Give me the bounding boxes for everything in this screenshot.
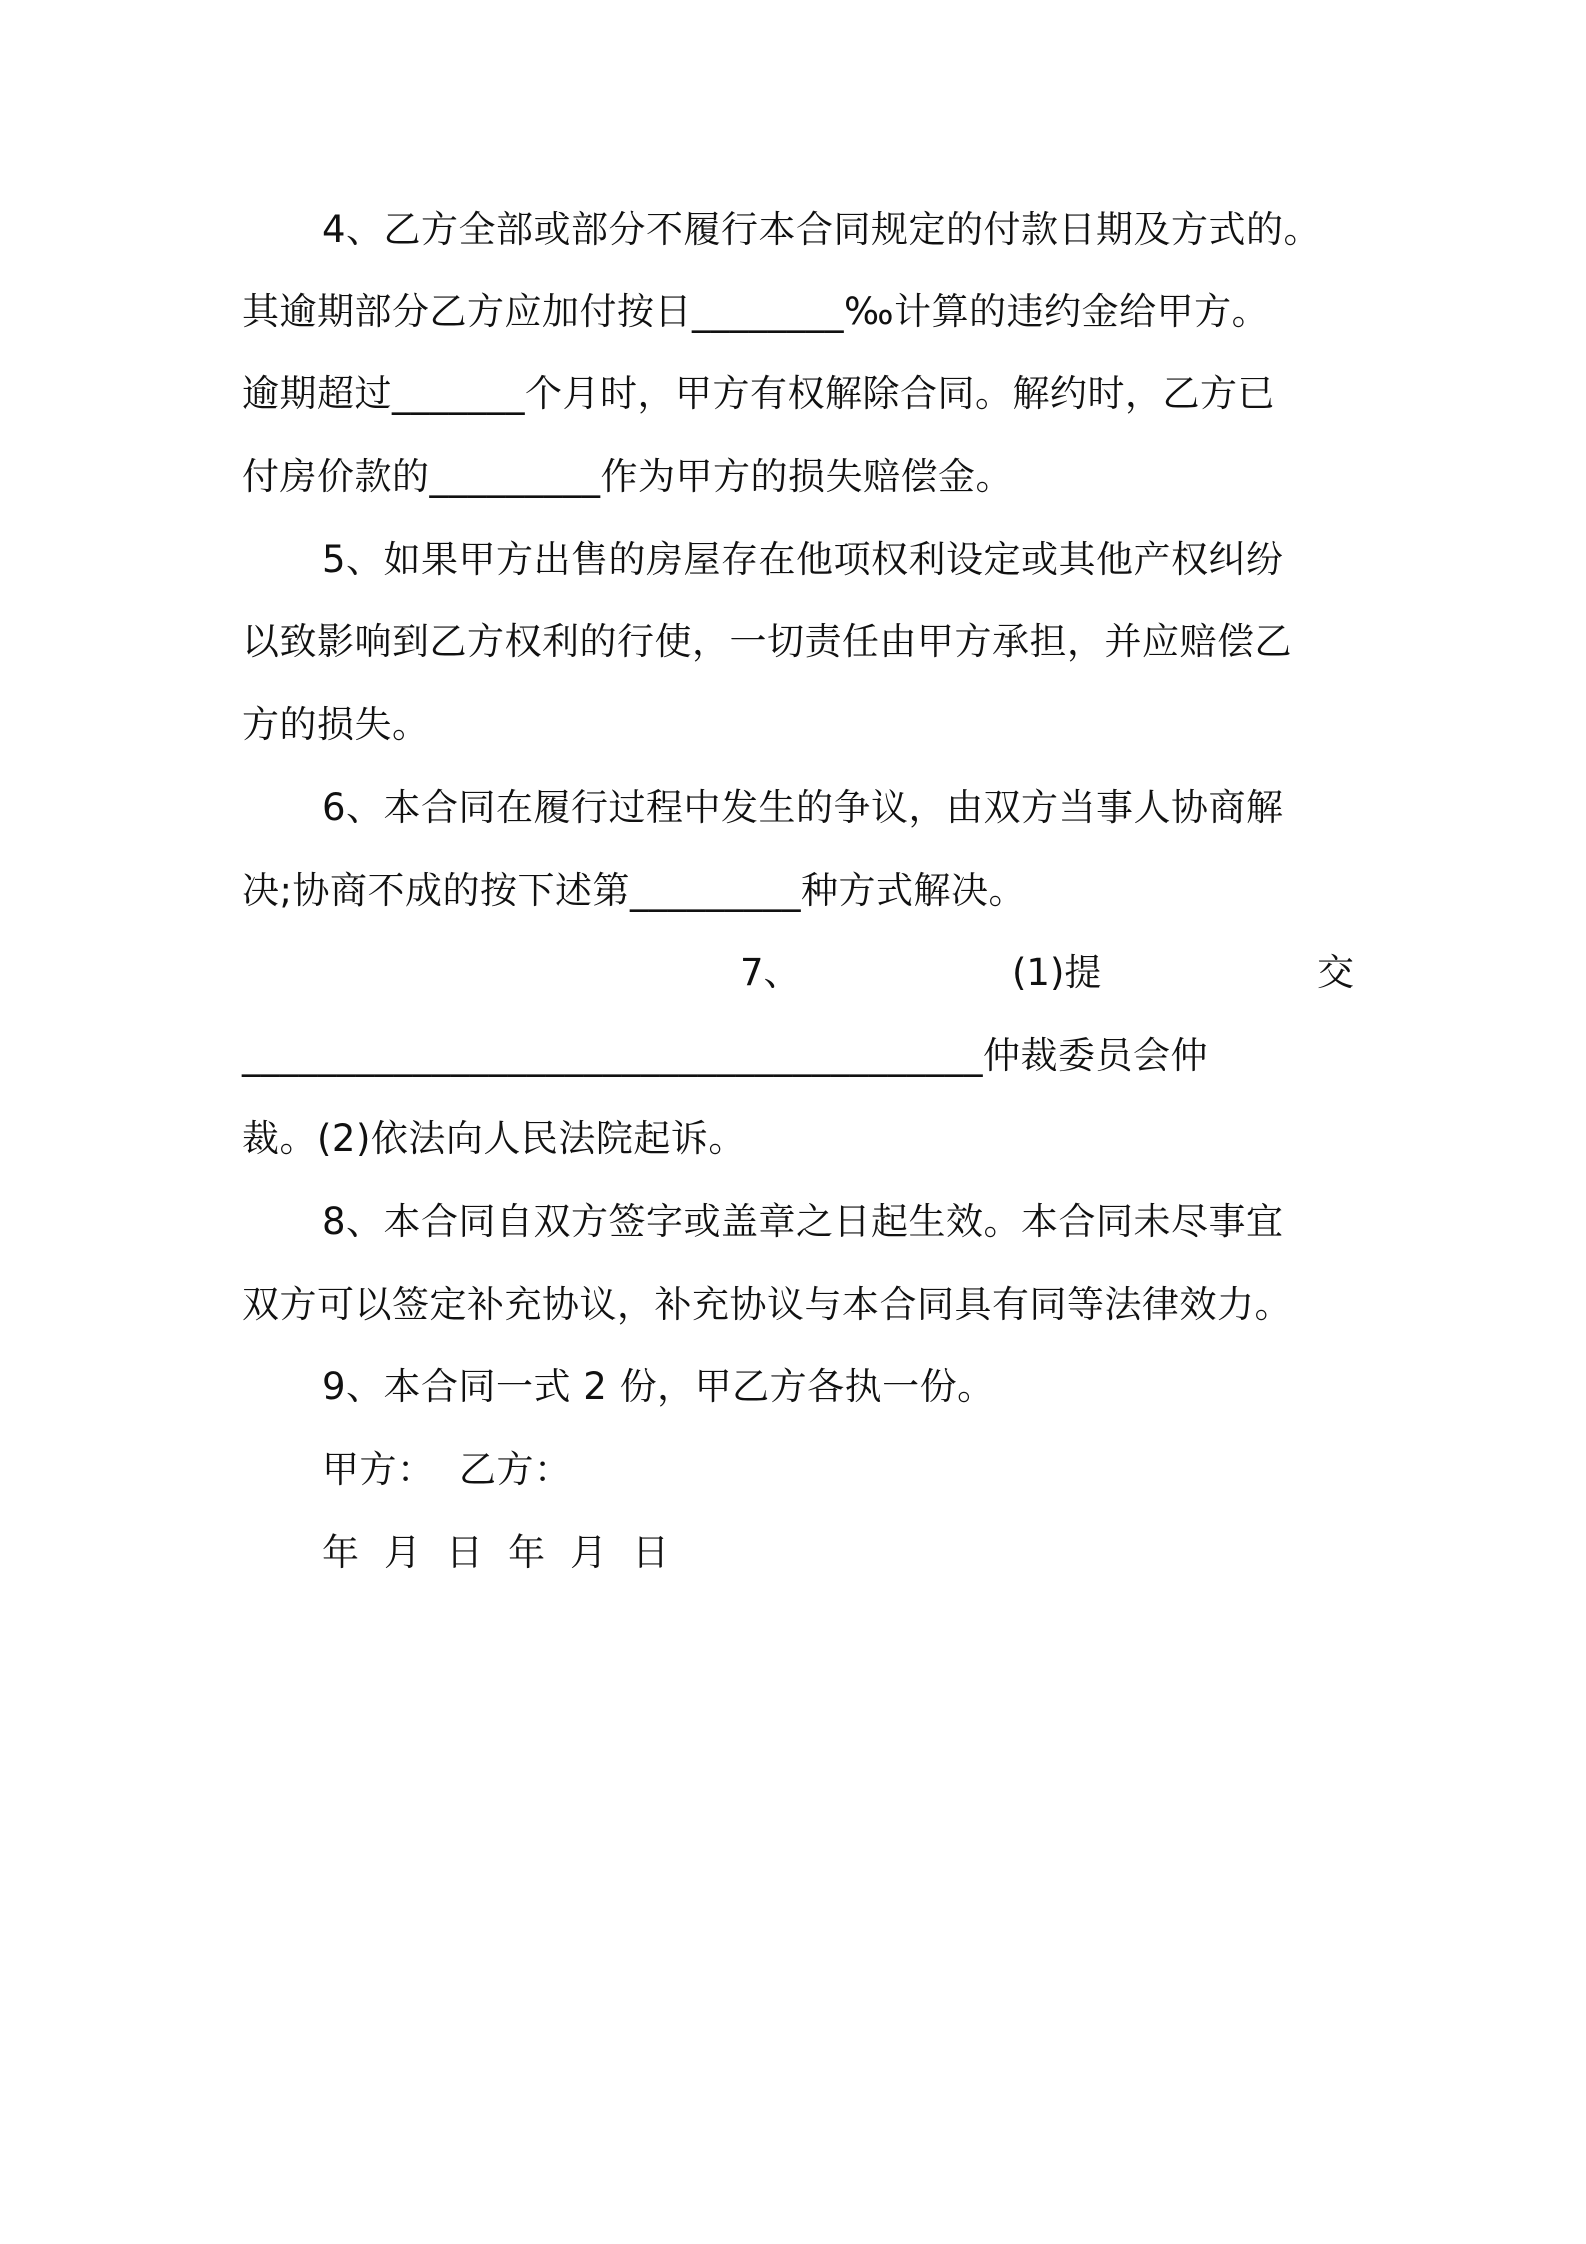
paragraph-8-line-1: 8、本合同自双方签字或盖章之日起生效。本合同未尽事宜: [322, 1200, 1284, 1243]
paragraph-5-line-2: 以致影响到乙方权利的行使，一切责任由甲方承担，并应赔偿乙: [242, 620, 1292, 663]
signature-parties: 甲方： 乙方：: [322, 1448, 572, 1491]
paragraph-7-line-3: 裁。(2)依法向人民法院起诉。: [242, 1117, 746, 1160]
paragraph-8-line-2: 双方可以签定补充协议，补充协议与本合同具有同等法律效力。: [242, 1283, 1292, 1326]
paragraph-6-line-2: 决;协商不成的按下述第_________种方式解决。: [242, 869, 1026, 912]
item-7-tail: 交: [1317, 951, 1354, 994]
paragraph-7-line-2: _______________________________________仲裁委员会仲: [242, 1034, 1208, 1077]
paragraph-6-line-1: 6、本合同在履行过程中发生的争议，由双方当事人协商解: [322, 786, 1284, 829]
paragraph-4-line-1: 4、乙方全部或部分不履行本合同规定的付款日期及方式的。: [322, 208, 1322, 251]
paragraph-5-line-3: 方的损失。: [242, 703, 430, 746]
signature-dates: 年 月 日 年 月 日: [322, 1531, 670, 1574]
item-7-option-1: (1)提: [1012, 951, 1102, 994]
item-7-number: 7、: [740, 951, 801, 994]
paragraph-4-line-4: 付房价款的_________作为甲方的损失赔偿金。: [242, 455, 1013, 498]
paragraph-4-line-2: 其逾期部分乙方应加付按日________‰计算的违约金给甲方。: [242, 290, 1270, 333]
paragraph-4-line-3: 逾期超过_______个月时，甲方有权解除合同。解约时，乙方已: [242, 372, 1275, 415]
paragraph-5-line-1: 5、如果甲方出售的房屋存在他项权利设定或其他产权纠纷: [322, 538, 1284, 581]
paragraph-9: 9、本合同一式 2 份，甲乙方各执一份。: [322, 1365, 995, 1408]
